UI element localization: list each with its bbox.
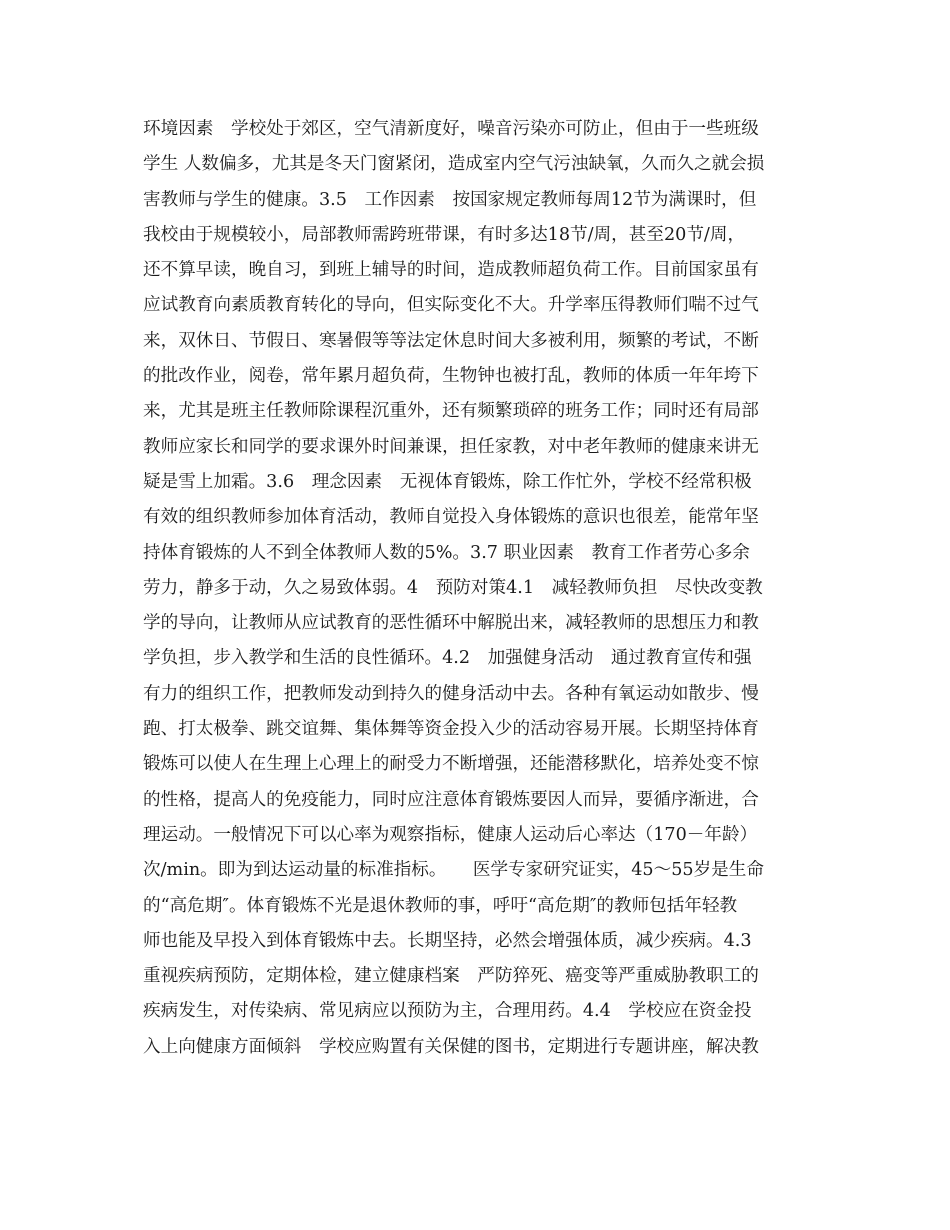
text-line: 害教师与学生的健康。3.5 工作因素 按国家规定教师每周12节为满课时，但	[143, 189, 757, 210]
text-line: 应试教育向素质教育转化的导向，但实际变化不大。升学率压得教师们喘不过气	[143, 295, 759, 316]
text-line: 的“高危期″。体育锻炼不光是退休教师的事，呼吁“高危期″的教师包括年轻教	[143, 895, 738, 916]
text-line: 疾病发生，对传染病、常见病应以预防为主，合理用药。4.4 学校应在资金投	[143, 1001, 752, 1022]
text-line: 学的导向，让教师从应试教育的恶性循环中解脱出来，减轻教师的思想压力和教	[143, 613, 759, 634]
text-line: 重视疾病预防，定期体检，建立健康档案 严防猝死、癌变等严重威胁教职工的	[143, 966, 759, 987]
text-line: 师也能及早投入到体育锻炼中去。长期坚持，必然会增强体质，减少疾病。4.3	[143, 930, 752, 951]
text-line: 锻炼可以使人在生理上心理上的耐受力不断增强，还能潜移默化，培养处变不惊	[143, 754, 759, 775]
text-line: 有力的组织工作，把教师发动到持久的健身活动中去。各种有氧运动如散步、慢	[143, 683, 759, 704]
text-line: 理运动。一般情况下可以心率为观察指标，健康人运动后心率达（170－年龄）	[143, 824, 758, 845]
text-line: 次/min。即为到达运动量的标准指标。 医学专家研究证实，45～55岁是生命	[143, 860, 764, 881]
text-line: 劳力，静多于动，久之易致体弱。4 预防对策4.1 减轻教师负担 尽快改变教	[143, 577, 763, 598]
text-line: 环境因素 学校处于郊区，空气清新度好，噪音污染亦可防止，但由于一些班级	[143, 119, 759, 139]
text-line: 学生 人数偏多，尤其是冬天门窗紧闭，造成室内空气污浊缺氧，久而久之就会损	[143, 154, 765, 175]
text-line: 还不算早读，晚自习，到班上辅导的时间，造成教师超负荷工作。目前国家虽有	[143, 260, 759, 281]
text-line: 来，双休日、节假日、寒暑假等等法定休息时间大多被利用，频繁的考试，不断	[143, 330, 759, 351]
text-line: 学负担，步入教学和生活的良性循环。4.2 加强健身活动 通过教育宣传和强	[143, 648, 752, 669]
text-line: 的批改作业，阅卷，常年累月超负荷，生物钟也被打乱，教师的体质一年年垮下	[143, 366, 759, 387]
text-line: 教师应家长和同学的要求课外时间兼课，担任家教，对中老年教师的健康来讲无	[143, 436, 759, 457]
text-line: 来，尤其是班主任教师除课程沉重外，还有频繁琐碎的班务工作；同时还有局部	[143, 401, 759, 422]
text-line: 跑、打太极拳、跳交谊舞、集体舞等资金投入少的活动容易开展。长期坚持体育	[143, 719, 759, 740]
text-line: 我校由于规模较小，局部教师需跨班带课，有时多达18节/周，甚至20节/周，	[143, 224, 746, 245]
text-line: 持体育锻炼的人不到全体教师人数的5%。3.7 职业因素 教育工作者劳心多余	[143, 542, 750, 563]
text-line: 疑是雪上加霜。3.6 理念因素 无视体育锻炼，除工作忙外，学校不经常积极	[143, 471, 752, 492]
body-text	[143, 112, 813, 1065]
text-line: 的性格，提高人的免疫能力，同时应注意体育锻炼要因人而异，要循序渐进，合	[143, 789, 759, 810]
text-line: 入上向健康方面倾斜 学校应购置有关保健的图书，定期进行专题讲座，解决教	[143, 1036, 759, 1057]
text-line: 有效的组织教师参加体育活动，教师自觉投入身体锻炼的意识也很差，能常年坚	[143, 507, 759, 528]
